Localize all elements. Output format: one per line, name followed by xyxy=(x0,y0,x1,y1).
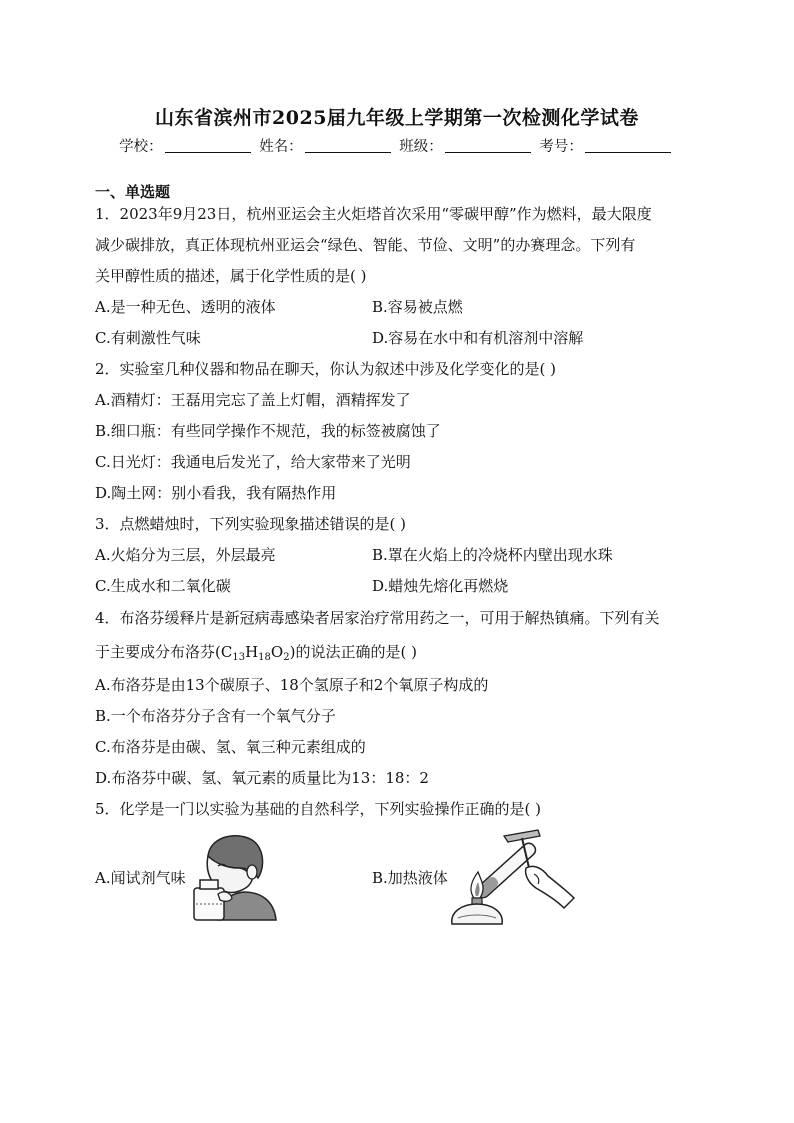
student-info-row xyxy=(0,135,794,156)
q4-stem-post: )的说法正确的是( ) xyxy=(289,643,417,661)
q5-option-b[interactable]: B.加热液体 xyxy=(372,869,448,887)
formula-o-sub: 2 xyxy=(283,652,290,663)
q2-option-c[interactable]: C.日光灯：我通电后发光了，给大家带来了光明 xyxy=(95,453,411,471)
name-label: 姓名： xyxy=(259,139,303,155)
q3-option-d[interactable]: D.蜡烛先熔化再燃烧 xyxy=(372,577,509,595)
q2-option-a[interactable]: A.酒精灯：王磊用完忘了盖上灯帽，酒精挥发了 xyxy=(95,391,411,409)
q4-option-a[interactable]: A.布洛芬是由13个碳原子、18个氢原子和2个氧原子构成的 xyxy=(95,676,489,694)
smelling-reagent-illustration xyxy=(188,832,280,922)
q4-option-b[interactable]: B.一个布洛芬分子含有一个氧气分子 xyxy=(95,707,336,725)
q1-stem-line1: 1．2023年9月23日，杭州亚运会主火炬塔首次采用“零碳甲醇”作为燃料，最大限度 xyxy=(95,205,652,223)
q3-stem: 3．点燃蜡烛时，下列实验现象描述错误的是( ) xyxy=(95,515,407,533)
q4-stem-line2 xyxy=(95,642,417,668)
formula-o: O xyxy=(270,643,284,661)
formula-c-sub: 13 xyxy=(232,652,246,663)
page-title: 山东省滨州市2025届九年级上学期第一次检测化学试卷 xyxy=(155,107,639,129)
q1-stem-line2: 减少碳排放，真正体现杭州亚运会“绿色、智能、节俭、文明”的办赛理念。下列有 xyxy=(95,236,636,254)
exam-no-label: 考号： xyxy=(539,139,583,155)
q4-stem-pre: 于主要成分布洛芬( xyxy=(95,643,221,661)
q2-stem: 2．实验室几种仪器和物品在聊天，你认为叙述中涉及化学变化的是( ) xyxy=(95,360,557,378)
q4-stem-line1: 4．布洛芬缓释片是新冠病毒感染者居家治疗常用药之一，可用于解热镇痛。下列有关 xyxy=(95,609,660,627)
class-blank[interactable] xyxy=(445,138,531,153)
formula-h: H xyxy=(245,643,259,661)
formula-c: C xyxy=(220,643,233,661)
q3-option-c[interactable]: C.生成水和二氧化碳 xyxy=(95,577,231,595)
formula-h-sub: 18 xyxy=(258,652,271,663)
q4-option-d[interactable]: D.布洛芬中碳、氢、氧元素的质量比为13：18：2 xyxy=(95,769,429,787)
section-heading: 一、单选题 xyxy=(95,183,171,201)
q1-option-d[interactable]: D.容易在水中和有机溶剂中溶解 xyxy=(372,329,584,347)
heating-liquid-illustration xyxy=(438,828,578,926)
q1-option-b[interactable]: B.容易被点燃 xyxy=(372,298,463,316)
exam-no-blank[interactable] xyxy=(585,138,671,153)
q5-option-a[interactable]: A.闻试剂气味 xyxy=(95,869,186,887)
q1-stem-line3: 关甲醇性质的描述，属于化学性质的是( ) xyxy=(95,267,367,285)
q4-option-c[interactable]: C.布洛芬是由碳、氢、氧三种元素组成的 xyxy=(95,738,366,756)
name-blank[interactable] xyxy=(305,138,391,153)
q2-option-b[interactable]: B.细口瓶：有些同学操作不规范，我的标签被腐蚀了 xyxy=(95,422,441,440)
school-blank[interactable] xyxy=(165,138,251,153)
class-label: 班级： xyxy=(399,139,443,155)
q1-option-c[interactable]: C.有刺激性气味 xyxy=(95,329,201,347)
q5-stem: 5．化学是一门以实验为基础的自然科学，下列实验操作正确的是( ) xyxy=(95,800,542,818)
q3-option-a[interactable]: A.火焰分为三层，外层最亮 xyxy=(95,546,276,564)
q3-option-b[interactable]: B.罩在火焰上的冷烧杯内壁出现水珠 xyxy=(372,546,613,564)
school-label: 学校： xyxy=(119,139,163,155)
q2-option-d[interactable]: D.陶土网：别小看我，我有隔热作用 xyxy=(95,484,337,502)
q1-option-a[interactable]: A.是一种无色、透明的液体 xyxy=(95,298,276,316)
